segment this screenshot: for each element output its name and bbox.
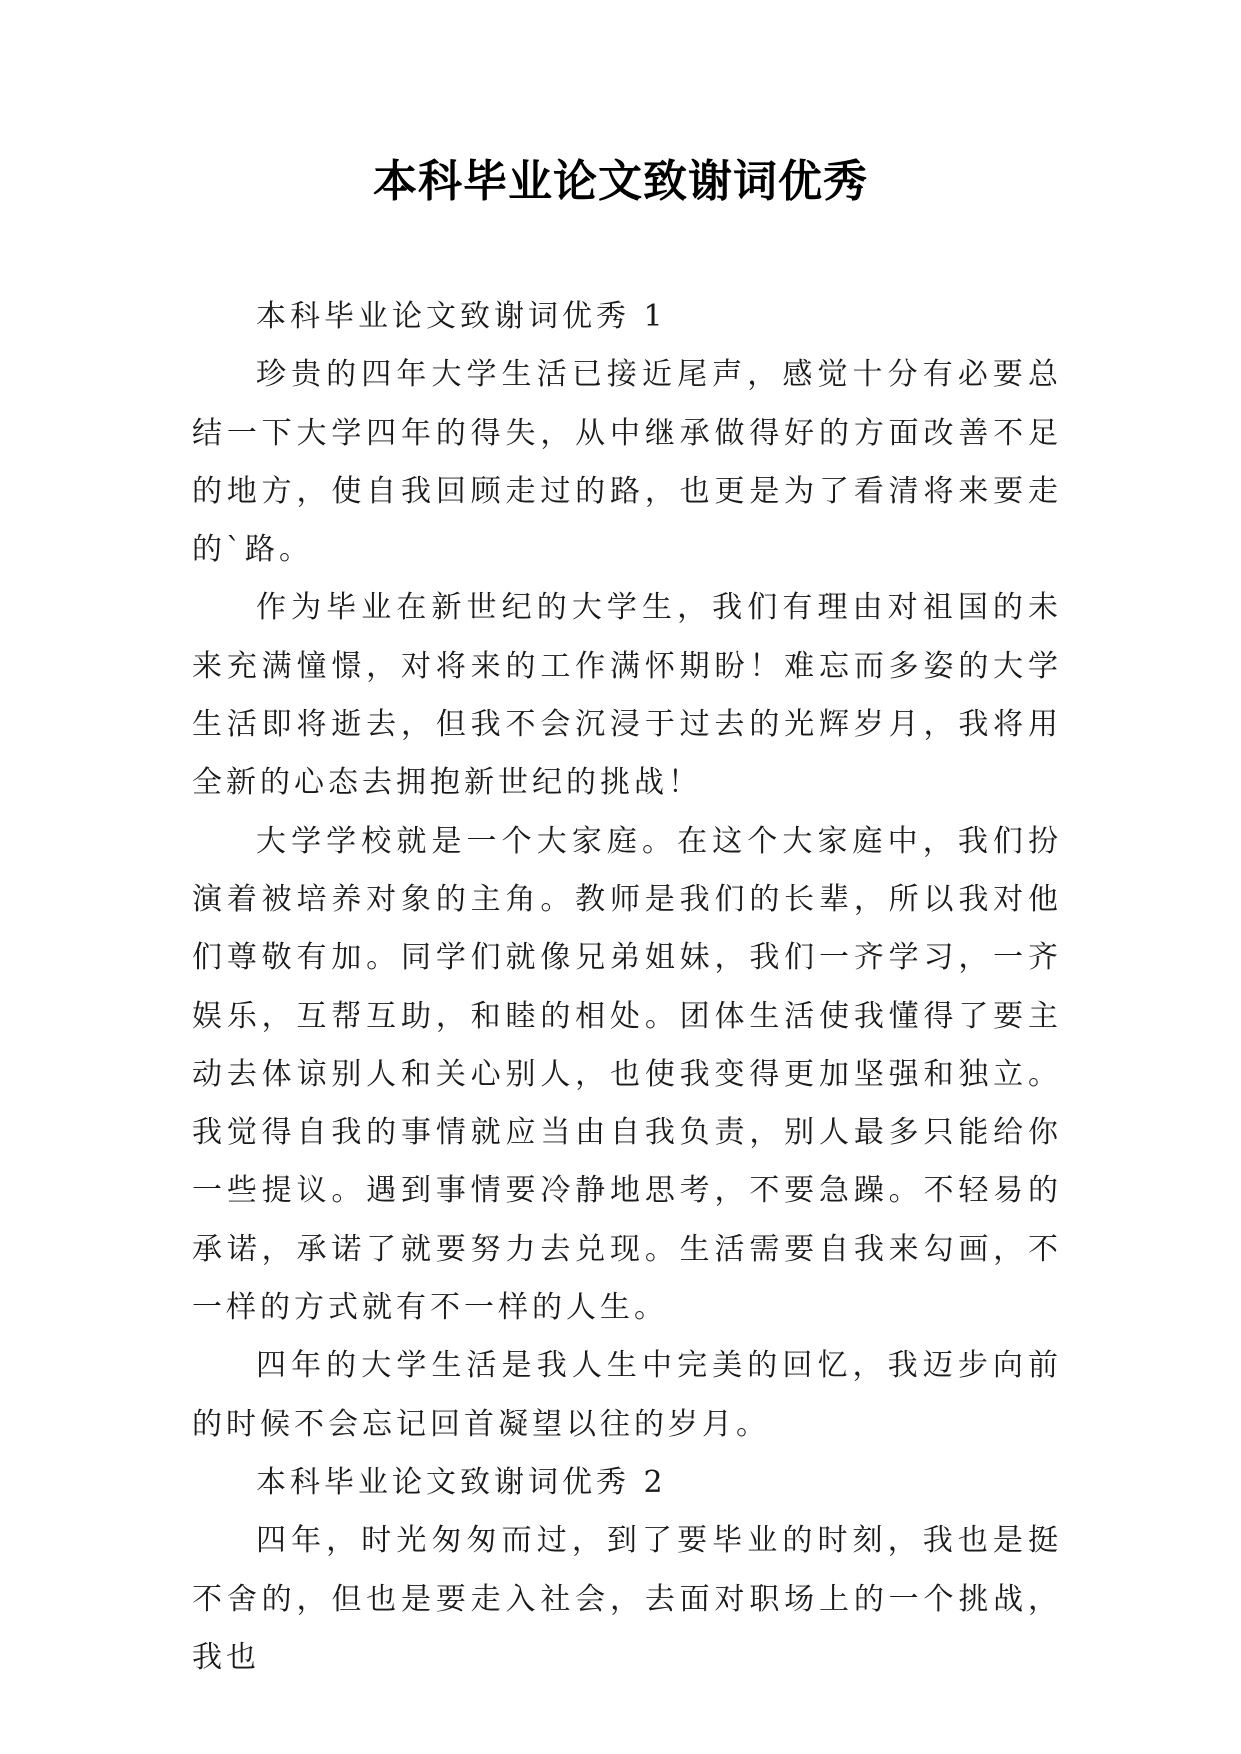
- body-paragraph: 大学学校就是一个大家庭。在这个大家庭中，我们扮演着被培养对象的主角。教师是我们的长辈，所以我对他们尊敬有加。同学们就像兄弟姐妹，我们一齐学习，一齐娱乐，互帮互助，和睦的相处。团体生活使我懂得了要主动去体谅别人和关心别人，也使我变得更加坚强和独立。我觉得自我的事情就应当由自我负责，别人最多只能给你一些提议。遇到事情要冷静地思考，不要急躁。不轻易的承诺，承诺了就要努力去兑现。生活需要自我来勾画，不一样的方式就有不一样的人生。: [192, 823, 1062, 1326]
- section-heading-1: 本科毕业论文致谢词优秀 1: [256, 299, 667, 334]
- body-paragraph: 四年，时光匆匆而过，到了要毕业的时刻，我也是挺不舍的，但也是要走入社会，去面对职场上的一个挑战，我也: [192, 1523, 1062, 1675]
- document-title: 本科毕业论文致谢词优秀: [373, 156, 868, 207]
- body-paragraph: 珍贵的四年大学生活已接近尾声，感觉十分有必要总结一下大学四年的得失，从中继承做得好的方面改善不足的地方，使自我回顾走过的路，也更是为了看清将来要走的`路。: [192, 357, 1062, 568]
- section-heading-2: 本科毕业论文致谢词优秀 2: [256, 1464, 667, 1500]
- document-body: [192, 288, 1062, 1687]
- body-paragraph: 四年的大学生活是我人生中完美的回忆，我迈步向前的时候不会忘记回首凝望以往的岁月。: [192, 1348, 1062, 1442]
- body-paragraph: 作为毕业在新世纪的大学生，我们有理由对祖国的未来充满憧憬，对将来的工作满怀期盼！难忘而多姿的大学生活即将逝去，但我不会沉浸于过去的光辉岁月，我将用全新的心态去拥抱新世纪的挑战！: [192, 590, 1062, 801]
